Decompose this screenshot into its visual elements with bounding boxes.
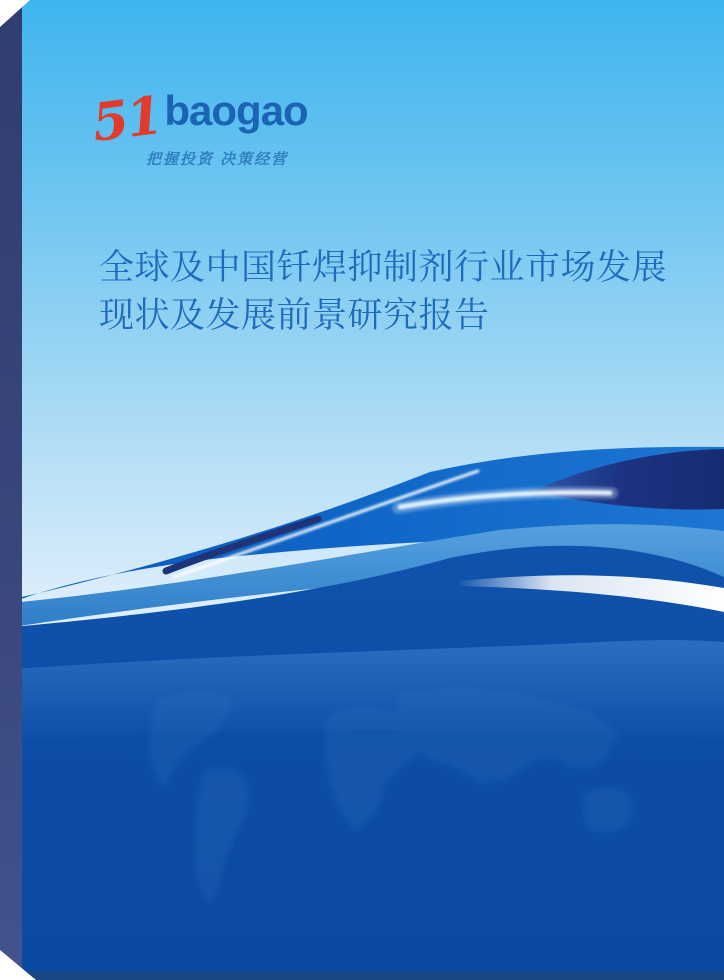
logo-name: baogao [164, 87, 308, 134]
bottom-edge-strip [0, 971, 724, 980]
logo [88, 85, 308, 169]
title-line-1: 全球及中国钎焊抑制剂行业市场发展 [99, 248, 668, 287]
logo-tagline: 把握投资 决策经营 [146, 151, 289, 168]
title-line-2: 现状及发展前景研究报告 [99, 296, 490, 335]
left-spine [0, 0, 22, 980]
report-title [99, 244, 679, 340]
logo-prefix: 51 [88, 85, 165, 154]
